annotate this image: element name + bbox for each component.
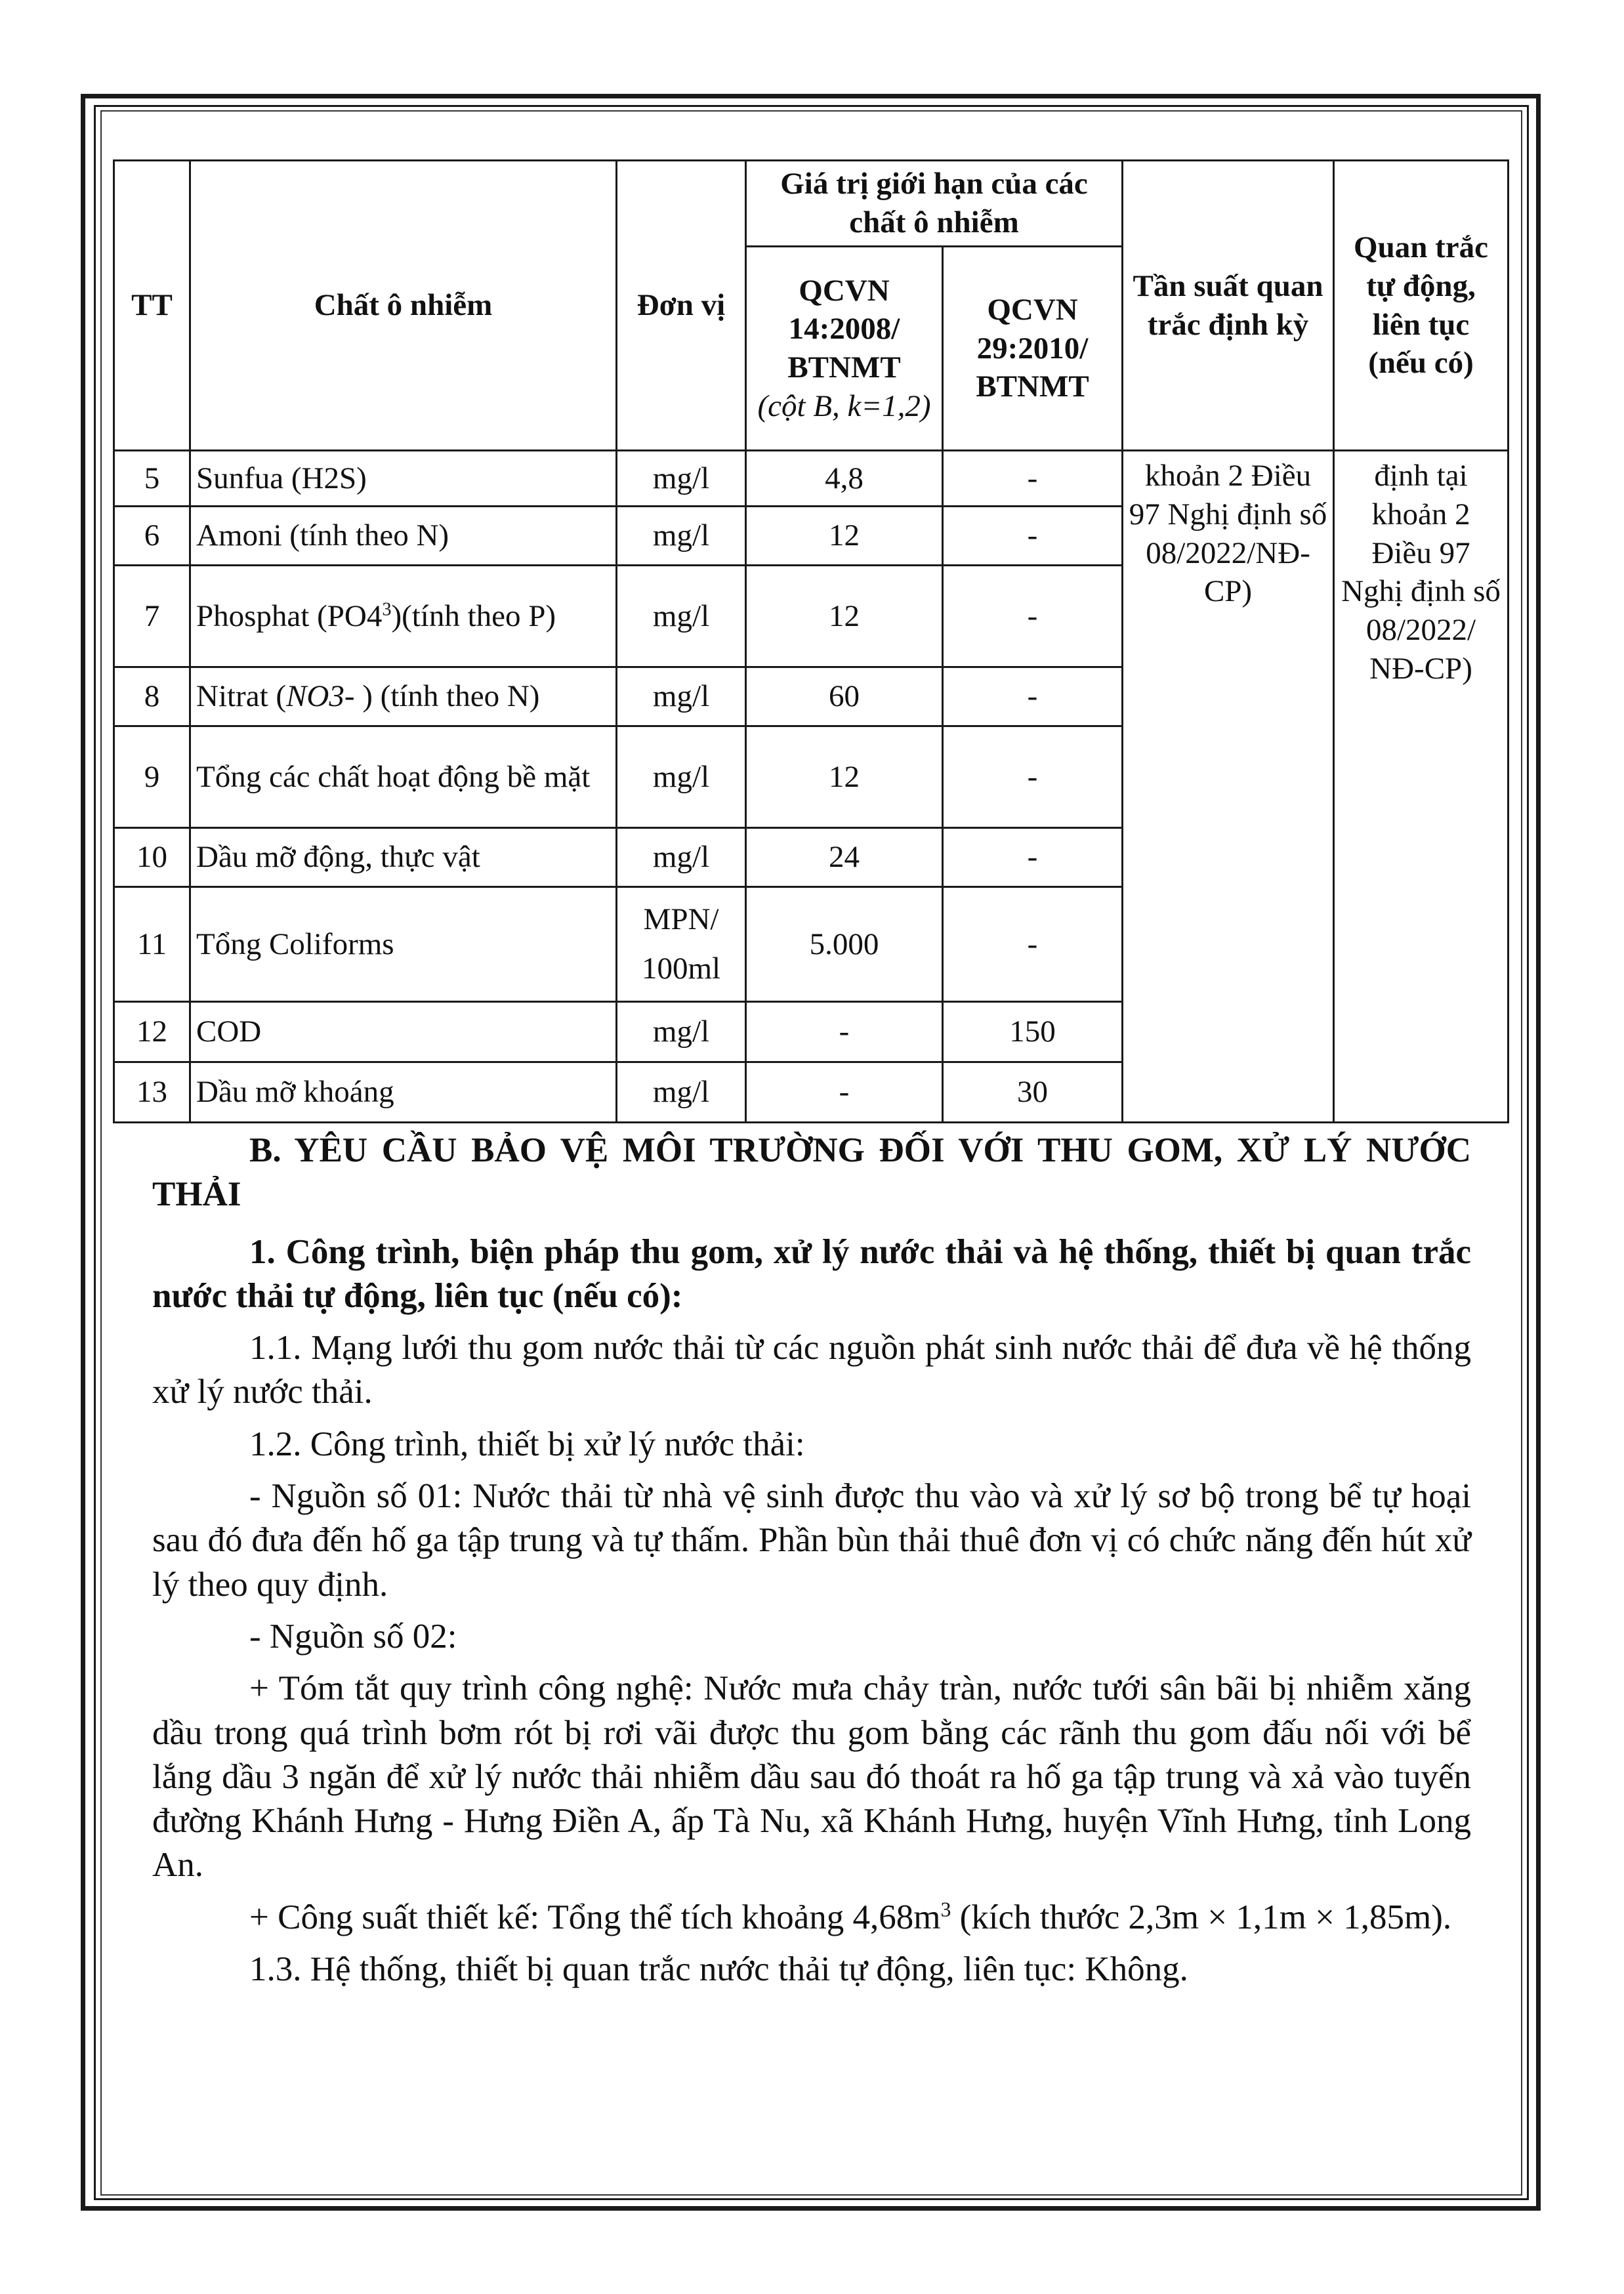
row-pollutant: Dầu mỡ động, thực vật	[190, 828, 617, 887]
row-tt: 8	[114, 667, 190, 726]
row-qcvn14: 4,8	[746, 451, 943, 507]
pollutant-name-part: ) (tính theo N)	[354, 679, 540, 714]
row-tt: 11	[114, 887, 190, 1002]
row-qcvn29: -	[943, 887, 1123, 1002]
row-tt: 5	[114, 451, 190, 507]
pollutant-limits-table	[113, 159, 1509, 1123]
row-qcvn29: -	[943, 451, 1123, 507]
pollutant-formula: NO3-	[286, 679, 355, 714]
row-qcvn14: -	[746, 1062, 943, 1123]
row-unit: MPN/ 100ml	[617, 887, 746, 1002]
header-pollutant: Chất ô nhiễm	[190, 161, 617, 451]
capacity-superscript: 3	[940, 1898, 951, 1921]
row-tt: 13	[114, 1062, 190, 1123]
row-unit: mg/l	[617, 828, 746, 887]
header-limit-group: Giá trị giới hạn của các chất ô nhiễm	[746, 161, 1123, 247]
row-qcvn14: 12	[746, 566, 943, 667]
row-tt: 7	[114, 566, 190, 667]
paragraph-1-1: 1.1. Mạng lưới thu gom nước thải từ các nguồn phát sinh nước thải để đưa về hệ thống xử lý nước thải.	[152, 1329, 1471, 1411]
row-unit: mg/l	[617, 507, 746, 566]
row-unit: mg/l	[617, 566, 746, 667]
row-pollutant	[190, 566, 617, 667]
paragraph-source-1: - Nguồn số 01: Nước thải từ nhà vệ sinh được thu vào và xử lý sơ bộ trong bể tự hoại sau đó đưa đến hố ga tập trung và tự thấm. Phần bùn thải thuê đơn vị có chức năng đến hút xử lý theo quy định.	[152, 1477, 1471, 1604]
pollutant-name-part: Nitrat (	[196, 679, 287, 714]
row-qcvn14: 12	[746, 507, 943, 566]
row-pollutant: Tổng các chất hoạt động bề mặt	[190, 726, 617, 828]
row-unit: mg/l	[617, 451, 746, 507]
pollutant-superscript: 3	[382, 598, 392, 619]
row-qcvn29: -	[943, 507, 1123, 566]
row-qcvn29: -	[943, 726, 1123, 828]
row-tt: 10	[114, 828, 190, 887]
header-qcvn14-note: (cột B, k=1,2)	[757, 388, 931, 423]
row-pollutant: Amoni (tính theo N)	[190, 507, 617, 566]
paragraph-design-capacity	[152, 1896, 1471, 1940]
header-frequency: Tần suất quan trắc định kỳ	[1123, 161, 1334, 451]
pollutant-name-part: )(tính theo P)	[391, 598, 556, 633]
heading-1: 1. Công trình, biện pháp thu gom, xử lý nước thải và hệ thống, thiết bị quan trắc nước thải tự động, liên tục (nếu có):	[152, 1232, 1471, 1315]
document-body	[152, 1129, 1471, 1999]
paragraph-source-2: - Nguồn số 02:	[249, 1617, 457, 1656]
capacity-text-rest: (kích thước 2,3m × 1,1m × 1,85m).	[951, 1898, 1452, 1936]
table-row	[114, 451, 1509, 507]
section-b-heading: B. YÊU CẦU BẢO VỆ MÔI TRƯỜNG ĐỐI VỚI THU GOM, XỬ LÝ NƯỚC THẢI	[152, 1131, 1471, 1214]
row-qcvn29: -	[943, 667, 1123, 726]
row-qcvn14: -	[746, 1002, 943, 1062]
row-pollutant: Dầu mỡ khoáng	[190, 1062, 617, 1123]
header-qcvn29: QCVN 29:2010/ BTNMT	[943, 247, 1123, 451]
row-qcvn14: 24	[746, 828, 943, 887]
row-tt: 12	[114, 1002, 190, 1062]
capacity-text: + Công suất thiết kế: Tổng thể tích khoảng 4,68m	[249, 1898, 941, 1936]
row-pollutant: Tổng Coliforms	[190, 887, 617, 1002]
row-unit: mg/l	[617, 1062, 746, 1123]
row-tt: 9	[114, 726, 190, 828]
row-qcvn29: -	[943, 828, 1123, 887]
row-pollutant	[190, 667, 617, 726]
paragraph-process-summary: + Tóm tắt quy trình công nghệ: Nước mưa chảy tràn, nước tưới sân bãi bị nhiễm xăng dầu trong quá trình bơm rót bị rơi vãi được thu gom bằng các rãnh thu gom đấu nối với bể lắng dầu 3 ngăn để xử lý nước thải nhiễm dầu sau đó thoát ra hố ga tập trung và xả vào tuyến đường Khánh Hưng - Hưng Điền A, ấp Tà Nu, xã Khánh Hưng, huyện Vĩnh Hưng, tỉnh Long An.	[152, 1669, 1471, 1885]
frequency-cell: khoản 2 Điều 97 Nghị định số 08/2022/NĐ-CP)	[1123, 451, 1334, 1123]
pollutant-name-part: Phosphat (PO4	[196, 598, 383, 633]
row-tt: 6	[114, 507, 190, 566]
row-qcvn14: 60	[746, 667, 943, 726]
header-qcvn14-label: QCVN 14:2008/ BTNMT	[787, 273, 901, 385]
row-unit: mg/l	[617, 1002, 746, 1062]
row-unit: mg/l	[617, 726, 746, 828]
paragraph-1-2: 1.2. Công trình, thiết bị xử lý nước thải:	[249, 1425, 805, 1463]
auto-monitoring-cell: định tại khoản 2 Điều 97 Nghị định số 08/2022/ NĐ-CP)	[1334, 451, 1509, 1123]
row-unit: mg/l	[617, 667, 746, 726]
row-qcvn14: 12	[746, 726, 943, 828]
header-qcvn14	[746, 247, 943, 451]
row-pollutant: Sunfua (H2S)	[190, 451, 617, 507]
paragraph-1-3: 1.3. Hệ thống, thiết bị quan trắc nước thải tự động, liên tục: Không.	[249, 1950, 1188, 1989]
row-qcvn29: 150	[943, 1002, 1123, 1062]
row-qcvn14: 5.000	[746, 887, 943, 1002]
header-auto-monitoring: Quan trắc tự động, liên tục (nếu có)	[1334, 161, 1509, 451]
row-pollutant: COD	[190, 1002, 617, 1062]
header-unit: Đơn vị	[617, 161, 746, 451]
header-tt: TT	[114, 161, 190, 451]
row-qcvn29: 30	[943, 1062, 1123, 1123]
row-qcvn29: -	[943, 566, 1123, 667]
table-header-row-1	[114, 161, 1509, 247]
